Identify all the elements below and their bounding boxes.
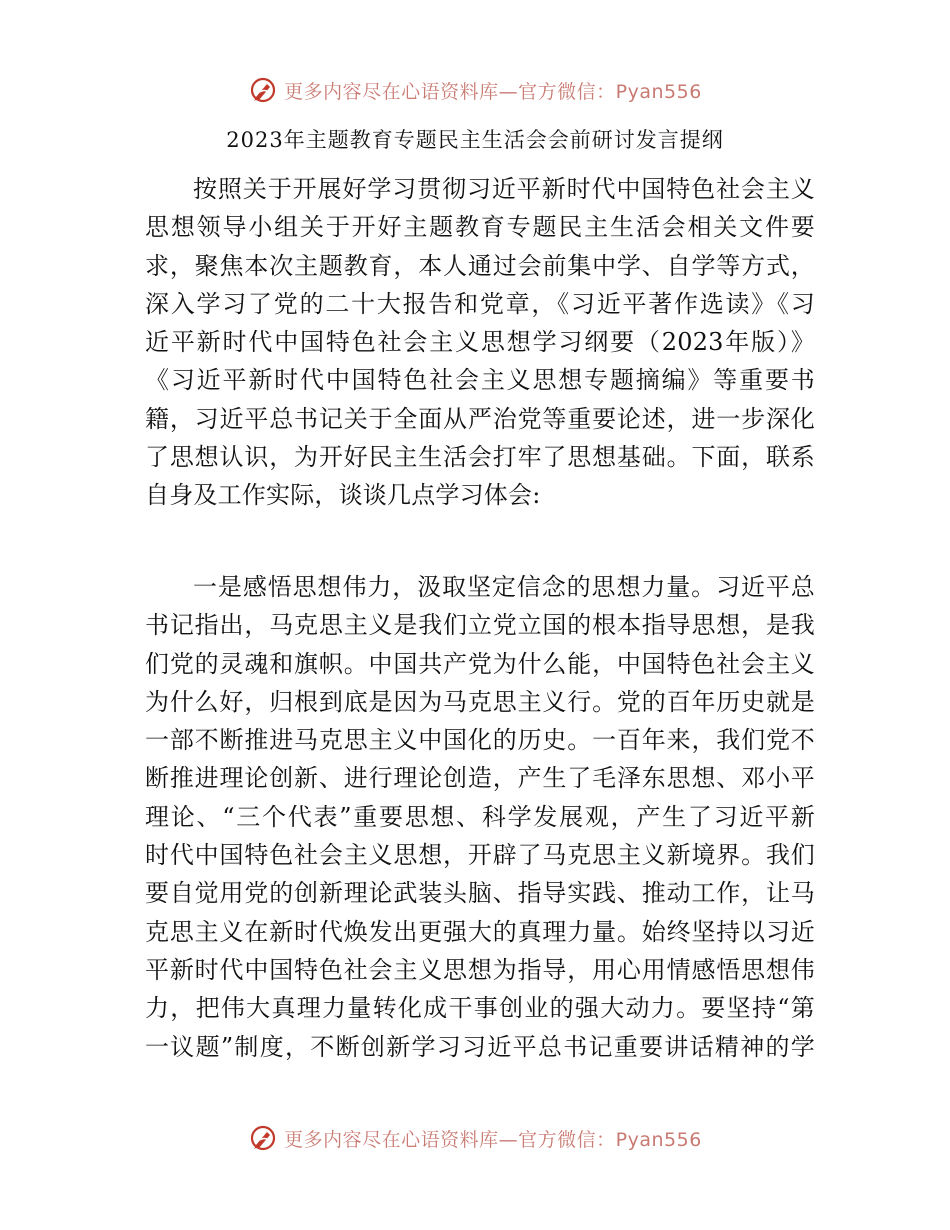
watermark-group	[248, 1123, 702, 1153]
document-title: 2023年主题教育专题民主生活会会前研讨发言提纲	[226, 128, 724, 152]
text-line: 书记指出，马克思主义是我们立党立国的根本指导思想，是我	[145, 611, 815, 640]
text-line: 一是感悟思想伟力，汲取坚定信念的思想力量。习近平总	[193, 573, 815, 601]
pen-logo-icon	[248, 1123, 278, 1153]
text-line: 求，聚焦本次主题教育，本人通过会前集中学、自学等方式，	[145, 251, 815, 280]
paragraph-point-one	[145, 568, 815, 1066]
text-line: 思想领导小组关于开好主题教育专题民主生活会相关文件要	[145, 213, 815, 242]
watermark-text: 更多内容尽在心语资料库—官方微信：Pyan556	[284, 80, 702, 103]
text-line: 们党的灵魂和旗帜。中国共产党为什么能，中国特色社会主义	[145, 649, 815, 678]
text-line: 《习近平新时代中国特色社会主义思想专题摘编》等重要书	[145, 366, 815, 395]
paragraph-intro	[145, 170, 815, 515]
text-line: 要自觉用党的创新理论武装头脑、指导实践、推动工作，让马	[145, 879, 815, 908]
text-line: 为什么好，归根到底是因为马克思主义行。党的百年历史就是	[145, 687, 815, 716]
footer-watermark	[0, 1120, 950, 1156]
text-line: 近平新时代中国特色社会主义思想学习纲要（2023年版）》	[145, 328, 815, 357]
pen-logo-icon	[248, 75, 278, 105]
text-line: 理论、“三个代表”重要思想、科学发展观，产生了习近平新	[145, 802, 815, 831]
text-line: 籍，习近平总书记关于全面从严治党等重要论述，进一步深化	[145, 404, 815, 433]
header-watermark	[0, 72, 950, 108]
text-line: 力，把伟大真理力量转化成干事创业的强大动力。要坚持“第	[145, 994, 815, 1023]
text-line: 平新时代中国特色社会主义思想为指导，用心用情感悟思想伟	[145, 955, 815, 984]
text-line: 深入学习了党的二十大报告和党章，《习近平著作选读》《习	[145, 289, 815, 318]
text-line: 按照关于开展好学习贯彻习近平新时代中国特色社会主义	[193, 175, 815, 203]
text-line: 自身及工作实际，谈谈几点学习体会:	[145, 481, 541, 510]
text-line: 克思主义在新时代焕发出更强大的真理力量。始终坚持以习近	[145, 917, 815, 946]
text-line: 一议题”制度，不断创新学习习近平总书记重要讲话精神的学	[145, 1032, 815, 1061]
text-line: 断推进理论创新、进行理论创造，产生了毛泽东思想、邓小平	[145, 764, 815, 793]
watermark-group	[248, 75, 702, 105]
text-line: 一部不断推进马克思主义中国化的历史。一百年来，我们党不	[145, 726, 815, 755]
watermark-text: 更多内容尽在心语资料库—官方微信：Pyan556	[284, 1128, 702, 1151]
text-line: 时代中国特色社会主义思想，开辟了马克思主义新境界。我们	[145, 841, 815, 870]
text-line: 了思想认识，为开好民主生活会打牢了思想基础。下面，联系	[145, 443, 815, 472]
